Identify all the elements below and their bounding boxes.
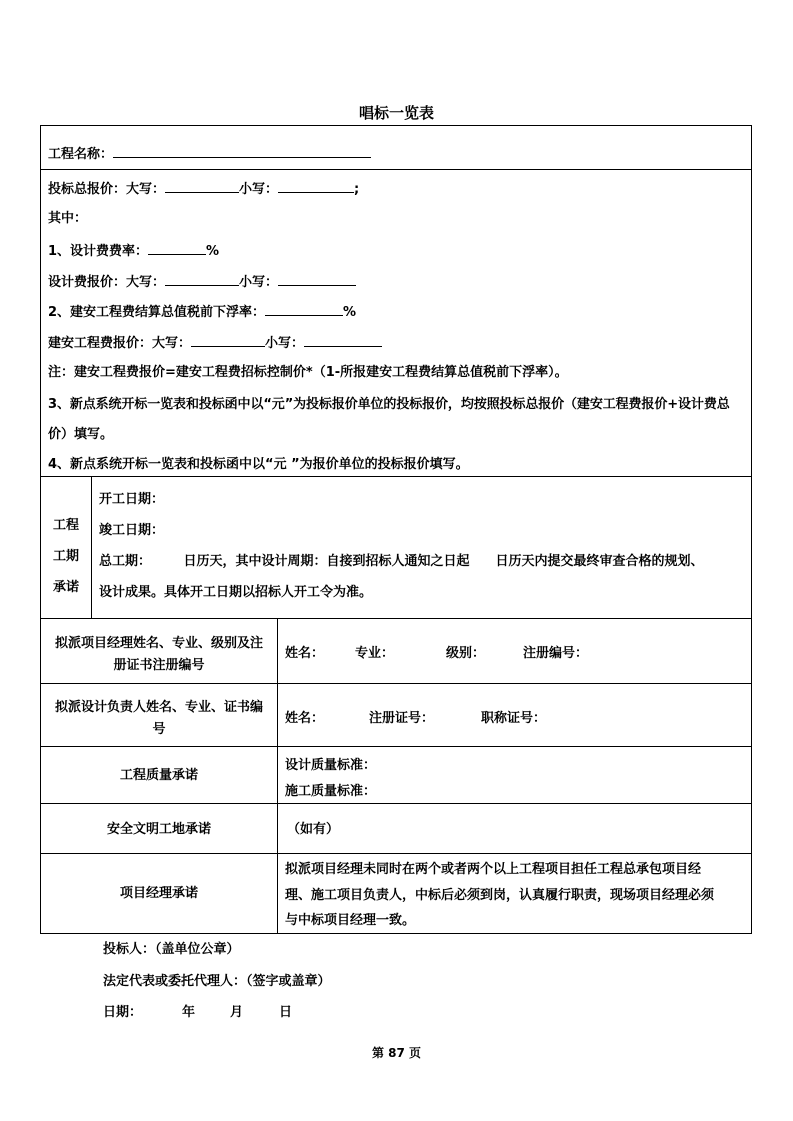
end-date-label: 竣工日期： [99, 523, 165, 538]
bidder-line: 投标人：（盖单位公章） [103, 942, 240, 957]
design-lead-label [41, 697, 277, 741]
divider [40, 683, 752, 684]
float-rate-line [48, 302, 356, 322]
percent-sign: % [343, 305, 357, 320]
project-name-label: 工程名称： [48, 147, 114, 162]
design-rate-blank[interactable] [148, 241, 206, 255]
pm-name-field[interactable]: 姓名： [285, 646, 325, 661]
construct-price-line [48, 333, 382, 353]
design-lead-title-field[interactable]: 职称证号： [481, 711, 547, 726]
pm-commitment-label: 项目经理承诺 [119, 886, 198, 901]
float-rate-label: 2、建安工程费结算总值税前下浮率： [48, 305, 266, 320]
divider [40, 746, 752, 747]
float-rate-blank[interactable] [265, 302, 343, 316]
date-label: 日期： [103, 1005, 143, 1020]
bid-total-label: 投标总报价：大写： [48, 182, 166, 197]
date-month: 月 [230, 1005, 244, 1020]
item4-text: 4、新点系统开标一览表和投标函中以“元 ”为报价单位的投标报价填写。 [48, 457, 469, 472]
note-text: 注：建安工程费报价=建安工程费招标控制价*（1-所报建安工程费结算总值税前下浮率）。 [48, 365, 568, 380]
quality-label: 工程质量承诺 [119, 768, 198, 783]
construct-price-label: 建安工程费报价：大写： [48, 336, 192, 351]
small-label: 小写： [239, 275, 279, 290]
design-lead-label-line: 号 [152, 722, 166, 737]
pm-level-field[interactable]: 级别： [446, 646, 486, 661]
divider [40, 853, 752, 854]
item3-line2: 价）填写。 [48, 427, 114, 442]
construct-price-uppercase-blank[interactable] [191, 333, 265, 347]
pm-commitment-line2: 理、施工项目负责人，中标后必须到岗，认真履行职责，现场项目经理必须 [285, 888, 715, 903]
date-day: 日 [279, 1005, 293, 1020]
safety-label: 安全文明工地承诺 [106, 822, 211, 837]
page-title: 唱标一览表 [358, 104, 434, 122]
small-label: 小写： [265, 336, 305, 351]
design-lead-name-field[interactable]: 姓名： [285, 711, 325, 726]
date-year: 年 [182, 1005, 196, 1020]
design-rate-label: 1、设计费费率： [48, 244, 149, 259]
design-price-label: 设计费报价：大写： [48, 275, 166, 290]
design-price-lowercase-blank[interactable] [278, 272, 356, 286]
bid-total-uppercase-blank[interactable] [165, 179, 239, 193]
project-name-field[interactable] [48, 144, 371, 164]
small-label: 小写： [239, 182, 279, 197]
construct-price-lowercase-blank[interactable] [304, 333, 382, 347]
period-label-line: 工程 [52, 518, 79, 533]
pm-commitment-line3: 与中标项目经理一致。 [285, 913, 416, 928]
period-label-line: 承诺 [52, 580, 79, 595]
page-number: 第 87 页 [371, 1046, 422, 1060]
construction-quality-field[interactable]: 施工质量标准： [285, 784, 377, 799]
divider [40, 803, 752, 804]
safety-value[interactable]: （如有） [287, 822, 340, 837]
design-price-uppercase-blank[interactable] [165, 272, 239, 286]
item3-line1: 3、新点系统开标一览表和投标函中以“元”为投标报价单位的投标报价，均按照投标总报价（建安工程费报价+设计费总 [48, 397, 730, 412]
among-label: 其中： [48, 211, 88, 226]
pm-info-label-line: 册证书注册编号 [113, 658, 205, 673]
period-label [41, 510, 91, 603]
total-period-line2: 设计成果。具体开工日期以招标人开工令为准。 [99, 585, 373, 600]
bid-total-lowercase-blank[interactable] [278, 179, 354, 193]
divider [40, 476, 752, 477]
period-label-line: 工期 [52, 549, 79, 564]
pm-info-label [41, 633, 277, 677]
divider [277, 618, 278, 934]
divider [40, 169, 752, 170]
divider [40, 618, 752, 619]
bid-total-line [48, 179, 359, 199]
total-period-line1: 总工期： 日历天，其中设计周期：自接到招标人通知之日起 日历天内提交最终审查合格的规划、 [99, 554, 704, 569]
project-name-blank[interactable] [113, 144, 371, 158]
semicolon: ; [354, 182, 360, 197]
design-price-line [48, 272, 356, 292]
divider [91, 476, 92, 618]
design-lead-cert-field[interactable]: 注册证号： [369, 711, 435, 726]
pm-registration-field[interactable]: 注册编号： [523, 646, 589, 661]
percent-sign: % [206, 244, 220, 259]
start-date-label: 开工日期： [99, 492, 165, 507]
design-quality-field[interactable]: 设计质量标准： [285, 758, 377, 773]
representative-line: 法定代表或委托代理人：（签字或盖章） [103, 974, 331, 989]
pm-commitment-line1: 拟派项目经理未同时在两个或者两个以上工程项目担任工程总承包项目经 [285, 862, 702, 877]
pm-info-label-line: 拟派项目经理姓名、专业、级别及注 [54, 636, 263, 651]
design-lead-label-line: 拟派设计负责人姓名、专业、证书编 [54, 700, 263, 715]
pm-major-field[interactable]: 专业： [355, 646, 395, 661]
design-rate-line [48, 241, 219, 261]
